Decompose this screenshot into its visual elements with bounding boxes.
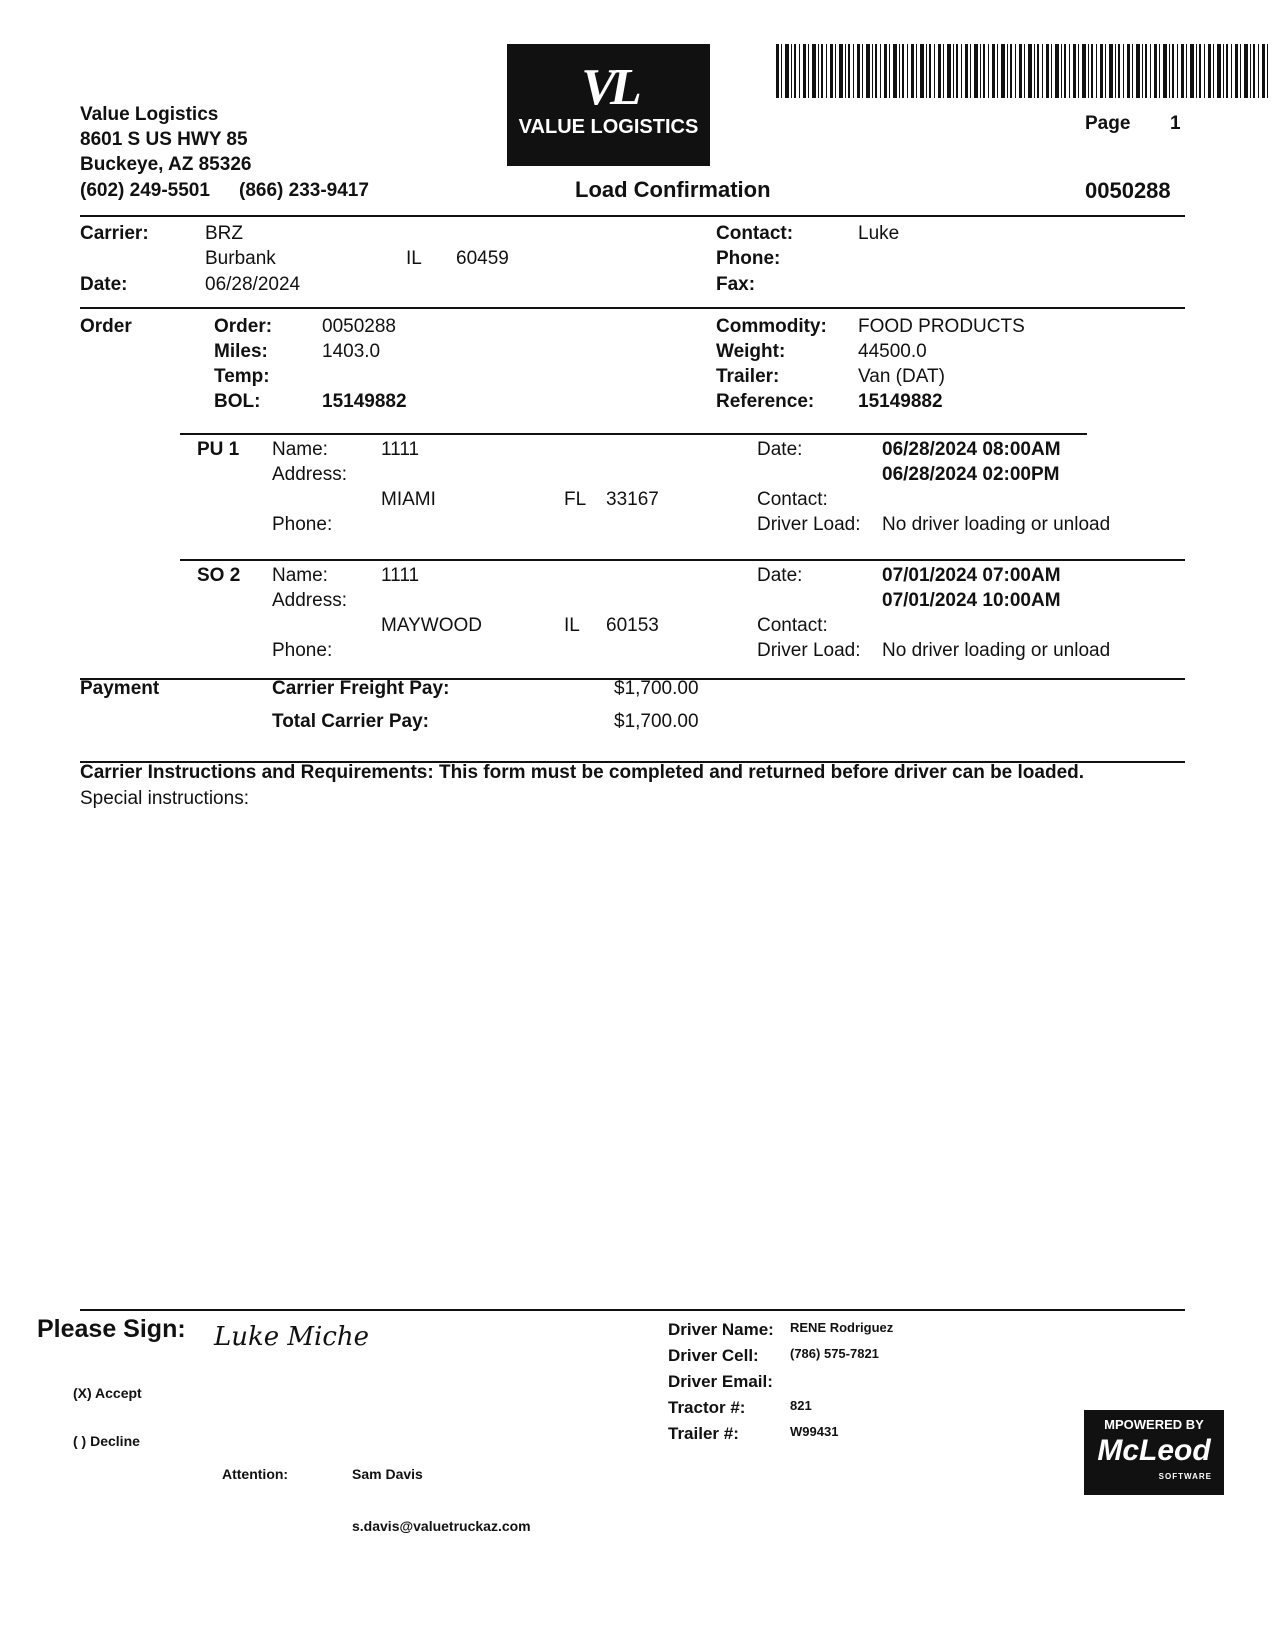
- stop-1-date-end: 06/28/2024 02:00PM: [882, 464, 1060, 485]
- stop-2-driver-load: No driver loading or unload: [882, 640, 1111, 661]
- commodity-value: FOOD PRODUCTS: [858, 316, 1025, 337]
- stop-1-address-label: Address:: [272, 464, 347, 485]
- stop-2-phone-label: Phone:: [272, 640, 333, 661]
- stop-2-id: SO 2: [197, 565, 241, 586]
- stop-divider: [180, 559, 1185, 561]
- stop-1-date-start: 06/28/2024 08:00AM: [882, 439, 1061, 460]
- decline-option[interactable]: ( ) Decline: [73, 1433, 140, 1449]
- contact-value: Luke: [858, 223, 900, 244]
- divider: [80, 215, 1185, 217]
- carrier-state: IL: [406, 248, 422, 269]
- document-title: Load Confirmation: [575, 177, 771, 202]
- stop-divider: [180, 433, 1087, 435]
- commodity-label: Commodity:: [716, 316, 827, 337]
- payment-section-label: Payment: [80, 678, 160, 699]
- miles-label: Miles:: [214, 341, 268, 362]
- total-pay-label: Total Carrier Pay:: [272, 711, 429, 732]
- mcleod-wordmark: McLeod: [1097, 1434, 1211, 1467]
- trailer-number-label: Trailer #:: [668, 1424, 739, 1443]
- mcleod-logo: [1084, 1410, 1224, 1495]
- accept-option[interactable]: (X) Accept: [73, 1385, 142, 1401]
- weight-label: Weight:: [716, 341, 786, 362]
- stop-1-id: PU 1: [197, 439, 240, 460]
- stop-1-driver-load: No driver loading or unload: [882, 514, 1111, 535]
- barcode: [776, 44, 1270, 98]
- bol-label: BOL:: [214, 391, 261, 412]
- stop-1-contact-label: Contact:: [757, 489, 828, 510]
- temp-label: Temp:: [214, 366, 270, 387]
- reference-label: Reference:: [716, 391, 815, 412]
- divider: [80, 307, 1185, 309]
- order-label: Order:: [214, 316, 273, 337]
- mcleod-tagline: MPOWERED BY: [1104, 1417, 1204, 1432]
- weight-value: 44500.0: [858, 341, 927, 362]
- stop-1-city: MIAMI: [381, 489, 436, 510]
- stop-1-zip: 33167: [606, 489, 659, 510]
- carrier-zip: 60459: [456, 248, 509, 269]
- logo-mark: VL: [581, 59, 636, 116]
- company-address-line2: Buckeye, AZ 85326: [80, 154, 252, 175]
- stop-2-address-label: Address:: [272, 590, 347, 611]
- bol-value: 15149882: [322, 391, 407, 412]
- stop-1-driver-load-label: Driver Load:: [757, 514, 861, 535]
- company-address-line1: 8601 S US HWY 85: [80, 129, 248, 150]
- driver-email-label: Driver Email:: [668, 1372, 773, 1391]
- please-sign-label: Please Sign:: [37, 1315, 186, 1343]
- date-label: Date:: [80, 274, 128, 295]
- order-value: 0050288: [322, 316, 396, 337]
- stop-2-date-start: 07/01/2024 07:00AM: [882, 565, 1061, 586]
- stop-2-zip: 60153: [606, 615, 659, 636]
- document-number: 0050288: [1085, 178, 1171, 203]
- trailer-value: Van (DAT): [858, 366, 945, 387]
- stop-2-date-label: Date:: [757, 565, 803, 586]
- driver-name-label: Driver Name:: [668, 1320, 774, 1339]
- trailer-number-value: W99431: [790, 1424, 839, 1439]
- stop-2-date-end: 07/01/2024 10:00AM: [882, 590, 1061, 611]
- freight-pay-value: $1,700.00: [614, 678, 699, 699]
- attention-label: Attention:: [222, 1466, 289, 1482]
- instructions-heading: Carrier Instructions and Requirements: This form must be completed and returned before driver can be loaded.: [80, 762, 1085, 783]
- trailer-label: Trailer:: [716, 366, 780, 387]
- contact-label: Contact:: [716, 223, 794, 244]
- special-instructions-label: Special instructions:: [80, 788, 249, 809]
- stop-2-name-label: Name:: [272, 565, 328, 586]
- phone-label: Phone:: [716, 248, 781, 269]
- stop-1-date-label: Date:: [757, 439, 803, 460]
- company-logo: [507, 44, 710, 166]
- stop-1-name: 1111: [381, 439, 420, 460]
- attention-email: s.davis@valuetruckaz.com: [352, 1518, 531, 1534]
- page-number: 1: [1170, 113, 1181, 134]
- stop-2-city: MAYWOOD: [381, 615, 482, 636]
- logo-text: VALUE LOGISTICS: [518, 116, 699, 138]
- stop-2-driver-load-label: Driver Load:: [757, 640, 861, 661]
- company-name: Value Logistics: [80, 104, 219, 125]
- date-value: 06/28/2024: [205, 274, 301, 295]
- attention-name: Sam Davis: [352, 1466, 423, 1482]
- stop-2-contact-label: Contact:: [757, 615, 828, 636]
- driver-cell: (786) 575-7821: [790, 1346, 879, 1361]
- stop-1-name-label: Name:: [272, 439, 328, 460]
- tractor-value: 821: [790, 1398, 812, 1413]
- stop-1-phone-label: Phone:: [272, 514, 333, 535]
- mcleod-software: SOFTWARE: [1158, 1472, 1212, 1481]
- carrier-name: BRZ: [205, 223, 243, 244]
- fax-label: Fax:: [716, 274, 756, 295]
- page-label: Page: [1085, 113, 1131, 134]
- signature: Luke Miche: [214, 1322, 370, 1352]
- reference-value: 15149882: [858, 391, 943, 412]
- freight-pay-label: Carrier Freight Pay:: [272, 678, 450, 699]
- driver-cell-label: Driver Cell:: [668, 1346, 759, 1365]
- tractor-label: Tractor #:: [668, 1398, 746, 1417]
- miles-value: 1403.0: [322, 341, 381, 362]
- divider: [80, 1309, 1185, 1311]
- stop-2-name: 1111: [381, 565, 420, 586]
- carrier-label: Carrier:: [80, 223, 149, 244]
- stop-1-state: FL: [564, 489, 587, 510]
- total-pay-value: $1,700.00: [614, 711, 699, 732]
- company-phone-1: (602) 249-5501: [80, 180, 210, 201]
- order-section-label: Order: [80, 316, 132, 337]
- company-phone-2: (866) 233-9417: [239, 180, 369, 201]
- carrier-city: Burbank: [205, 248, 276, 269]
- driver-name: RENE Rodriguez: [790, 1320, 894, 1335]
- stop-2-state: IL: [564, 615, 580, 636]
